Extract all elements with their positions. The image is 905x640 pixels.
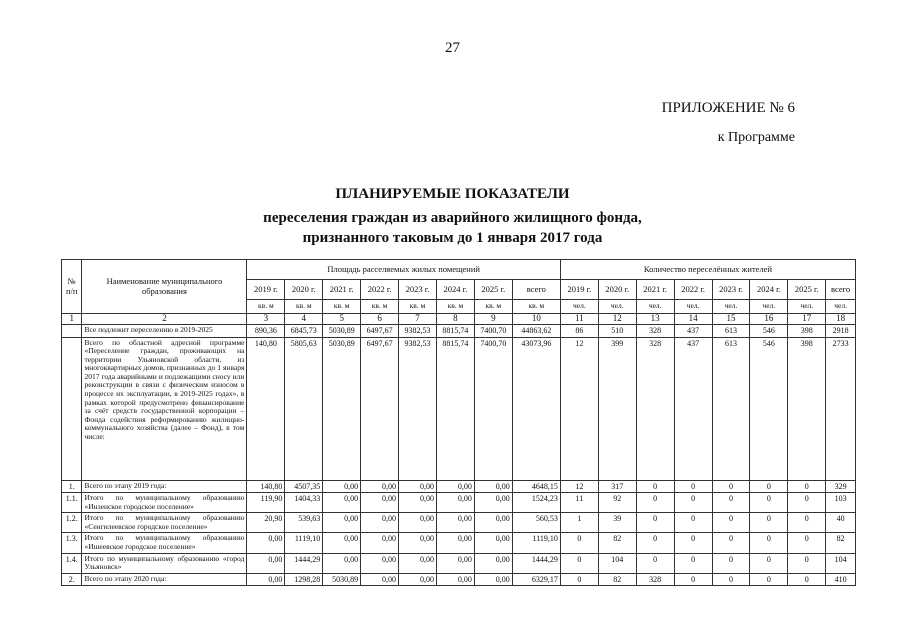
column-number: 5 xyxy=(323,314,361,325)
indicators-table xyxy=(61,259,856,586)
column-numbers-row xyxy=(62,314,856,325)
people-value: 0 xyxy=(560,533,598,553)
header-year-area: 2023 г. xyxy=(399,280,437,300)
header-unit-people: чел. xyxy=(674,300,712,314)
area-value: 1404,33 xyxy=(285,493,323,513)
area-value: 0,00 xyxy=(323,480,361,493)
people-value: 398 xyxy=(788,325,826,338)
row-name: Итого по муниципальному образованию «Инзенское городское поселение» xyxy=(82,493,247,513)
column-number: 1 xyxy=(62,314,82,325)
row-index xyxy=(62,337,82,480)
column-number: 17 xyxy=(788,314,826,325)
area-value: 0,00 xyxy=(323,553,361,573)
area-value: 0,00 xyxy=(436,573,474,586)
area-value: 43073,96 xyxy=(512,337,560,480)
header-year-people: 2021 г. xyxy=(636,280,674,300)
column-number: 10 xyxy=(512,314,560,325)
area-value: 8815,74 xyxy=(436,337,474,480)
table-row xyxy=(62,480,856,493)
area-value: 119,90 xyxy=(247,493,285,513)
page-number: 27 xyxy=(445,40,460,56)
people-value: 317 xyxy=(598,480,636,493)
row-name: Всего по областной адресной программе «Переселение граждан, проживающих на территории Ульяновской области, из многоквартирных домов, признанных до 1 января 2017 года аварийными и подлежащими сносу или реконструкции в связи с физическим износом в процессе их эксплуатации, в 2019-2025 годах», в рамках которой предусмотрено финансирование за счёт средств государственной корпорации – Фонда содействия реформированию жилищно-коммунального хозяйства (далее – Фонд), в том числе: xyxy=(82,337,247,480)
people-value: 328 xyxy=(636,325,674,338)
area-value: 0,00 xyxy=(323,493,361,513)
header-unit-people: чел. xyxy=(560,300,598,314)
people-value: 0 xyxy=(788,553,826,573)
area-value: 1444,29 xyxy=(512,553,560,573)
people-value: 11 xyxy=(560,493,598,513)
people-value: 0 xyxy=(750,533,788,553)
people-value: 0 xyxy=(712,533,750,553)
area-value: 890,36 xyxy=(247,325,285,338)
people-value: 546 xyxy=(750,325,788,338)
table-row xyxy=(62,573,856,586)
column-number: 7 xyxy=(399,314,437,325)
area-value: 6497,67 xyxy=(361,337,399,480)
area-value: 7400,70 xyxy=(474,337,512,480)
area-value: 0,00 xyxy=(436,553,474,573)
table-row xyxy=(62,553,856,573)
area-value: 8815,74 xyxy=(436,325,474,338)
people-value: 437 xyxy=(674,337,712,480)
column-number: 2 xyxy=(82,314,247,325)
row-name: Всего по этапу 2019 года: xyxy=(82,480,247,493)
people-value: 0 xyxy=(750,480,788,493)
subtitle-line-1: переселения граждан из аварийного жилищного фонда, xyxy=(263,210,642,226)
column-number: 12 xyxy=(598,314,636,325)
people-value: 437 xyxy=(674,325,712,338)
people-value: 0 xyxy=(788,513,826,533)
row-index: 1.3. xyxy=(62,533,82,553)
area-value: 1119,10 xyxy=(285,533,323,553)
area-value: 1524,23 xyxy=(512,493,560,513)
area-value: 0,00 xyxy=(247,533,285,553)
area-value: 0,00 xyxy=(474,533,512,553)
column-number: 3 xyxy=(247,314,285,325)
area-value: 539,63 xyxy=(285,513,323,533)
people-value: 0 xyxy=(560,573,598,586)
column-number: 11 xyxy=(560,314,598,325)
table-row xyxy=(62,493,856,513)
table-row xyxy=(62,337,856,480)
people-value: 0 xyxy=(674,513,712,533)
area-value: 0,00 xyxy=(247,553,285,573)
header-year-people: 2022 г. xyxy=(674,280,712,300)
row-name: Итого по муниципальному образованию «город Ульяновск» xyxy=(82,553,247,573)
area-value: 0,00 xyxy=(474,553,512,573)
area-value: 1298,28 xyxy=(285,573,323,586)
people-value: 510 xyxy=(598,325,636,338)
area-value: 1119,10 xyxy=(512,533,560,553)
area-value: 0,00 xyxy=(247,573,285,586)
area-value: 6497,67 xyxy=(361,325,399,338)
people-value: 0 xyxy=(712,573,750,586)
header-year-area: всего xyxy=(512,280,560,300)
header-year-area: 2021 г. xyxy=(323,280,361,300)
people-value: 82 xyxy=(598,533,636,553)
people-value: 12 xyxy=(560,337,598,480)
people-value: 328 xyxy=(636,573,674,586)
people-value: 104 xyxy=(826,553,856,573)
area-value: 6845,73 xyxy=(285,325,323,338)
people-value: 0 xyxy=(636,480,674,493)
header-year-area: 2024 г. xyxy=(436,280,474,300)
area-value: 0,00 xyxy=(474,513,512,533)
people-value: 0 xyxy=(674,480,712,493)
header-unit-area: кв. м xyxy=(512,300,560,314)
area-value: 6329,17 xyxy=(512,573,560,586)
area-value: 0,00 xyxy=(399,553,437,573)
header-unit-people: чел. xyxy=(712,300,750,314)
row-index: 1.2. xyxy=(62,513,82,533)
area-value: 0,00 xyxy=(361,533,399,553)
people-value: 0 xyxy=(750,553,788,573)
header-year-area: 2025 г. xyxy=(474,280,512,300)
appendix-title: ПРИЛОЖЕНИЕ № 6 xyxy=(661,100,795,116)
people-value: 82 xyxy=(826,533,856,553)
header-name: Наименование муниципального образования xyxy=(82,260,247,314)
area-value: 0,00 xyxy=(436,513,474,533)
people-value: 92 xyxy=(598,493,636,513)
header-area-group: Площадь расселяемых жилых помещений xyxy=(247,260,560,280)
header-unit-area: кв. м xyxy=(361,300,399,314)
area-value: 140,80 xyxy=(247,480,285,493)
header-unit-area: кв. м xyxy=(436,300,474,314)
column-number: 15 xyxy=(712,314,750,325)
people-value: 86 xyxy=(560,325,598,338)
people-value: 0 xyxy=(788,493,826,513)
people-value: 103 xyxy=(826,493,856,513)
area-value: 0,00 xyxy=(399,533,437,553)
column-number: 8 xyxy=(436,314,474,325)
people-value: 0 xyxy=(674,573,712,586)
people-value: 0 xyxy=(560,553,598,573)
people-value: 1 xyxy=(560,513,598,533)
area-value: 0,00 xyxy=(323,513,361,533)
people-value: 0 xyxy=(636,533,674,553)
area-value: 5030,89 xyxy=(323,325,361,338)
area-value: 0,00 xyxy=(399,573,437,586)
row-index: 2. xyxy=(62,573,82,586)
area-value: 560,53 xyxy=(512,513,560,533)
row-name: Итого по муниципальному образованию «Ишеевское городское поселение» xyxy=(82,533,247,553)
area-value: 0,00 xyxy=(474,493,512,513)
document-title: ПЛАНИРУЕМЫЕ ПОКАЗАТЕЛИ xyxy=(335,186,570,202)
row-index: 1.1. xyxy=(62,493,82,513)
people-value: 410 xyxy=(826,573,856,586)
header-unit-people: чел. xyxy=(636,300,674,314)
area-value: 0,00 xyxy=(361,573,399,586)
column-number: 13 xyxy=(636,314,674,325)
people-value: 398 xyxy=(788,337,826,480)
people-value: 0 xyxy=(636,493,674,513)
area-value: 0,00 xyxy=(399,480,437,493)
header-unit-people: чел. xyxy=(598,300,636,314)
area-value: 5805,63 xyxy=(285,337,323,480)
header-unit-people: чел. xyxy=(750,300,788,314)
row-name: Все подлежит переселению в 2019-2025 xyxy=(82,325,247,338)
people-value: 39 xyxy=(598,513,636,533)
people-value: 399 xyxy=(598,337,636,480)
people-value: 0 xyxy=(750,513,788,533)
header-people-group: Количество переселённых жителей xyxy=(560,260,855,280)
header-year-area: 2020 г. xyxy=(285,280,323,300)
header-unit-area: кв. м xyxy=(285,300,323,314)
area-value: 0,00 xyxy=(436,533,474,553)
area-value: 0,00 xyxy=(361,513,399,533)
people-value: 2733 xyxy=(826,337,856,480)
header-index: № п/п xyxy=(62,260,82,314)
people-value: 0 xyxy=(712,553,750,573)
area-value: 9382,53 xyxy=(399,337,437,480)
area-value: 5030,89 xyxy=(323,573,361,586)
people-value: 0 xyxy=(674,553,712,573)
row-index xyxy=(62,325,82,338)
people-value: 40 xyxy=(826,513,856,533)
people-value: 329 xyxy=(826,480,856,493)
column-number: 4 xyxy=(285,314,323,325)
table-row xyxy=(62,533,856,553)
area-value: 7400,70 xyxy=(474,325,512,338)
header-year-area: 2022 г. xyxy=(361,280,399,300)
people-value: 0 xyxy=(788,480,826,493)
people-value: 613 xyxy=(712,337,750,480)
appendix-subtitle: к Программе xyxy=(717,130,795,145)
people-value: 0 xyxy=(750,573,788,586)
area-value: 20,90 xyxy=(247,513,285,533)
header-unit-area: кв. м xyxy=(399,300,437,314)
header-year-area: 2019 г. xyxy=(247,280,285,300)
people-value: 0 xyxy=(674,533,712,553)
header-unit-area: кв. м xyxy=(474,300,512,314)
area-value: 0,00 xyxy=(361,493,399,513)
people-value: 328 xyxy=(636,337,674,480)
people-value: 0 xyxy=(636,553,674,573)
people-value: 0 xyxy=(788,533,826,553)
people-value: 0 xyxy=(788,573,826,586)
column-number: 18 xyxy=(826,314,856,325)
area-value: 4648,15 xyxy=(512,480,560,493)
column-number: 9 xyxy=(474,314,512,325)
people-value: 104 xyxy=(598,553,636,573)
area-value: 0,00 xyxy=(361,553,399,573)
area-value: 0,00 xyxy=(474,480,512,493)
people-value: 0 xyxy=(636,513,674,533)
people-value: 0 xyxy=(712,480,750,493)
area-value: 140,80 xyxy=(247,337,285,480)
people-value: 0 xyxy=(674,493,712,513)
row-name: Итого по муниципальному образованию «Сенгилеевское городское поселение» xyxy=(82,513,247,533)
area-value: 5030,89 xyxy=(323,337,361,480)
people-value: 0 xyxy=(712,513,750,533)
people-value: 12 xyxy=(560,480,598,493)
area-value: 0,00 xyxy=(436,493,474,513)
column-number: 14 xyxy=(674,314,712,325)
row-name: Всего по этапу 2020 года: xyxy=(82,573,247,586)
row-index: 1. xyxy=(62,480,82,493)
area-value: 0,00 xyxy=(399,493,437,513)
column-number: 6 xyxy=(361,314,399,325)
header-unit-people: чел. xyxy=(826,300,856,314)
area-value: 4507,35 xyxy=(285,480,323,493)
table-row xyxy=(62,513,856,533)
area-value: 0,00 xyxy=(323,533,361,553)
people-value: 2918 xyxy=(826,325,856,338)
area-value: 0,00 xyxy=(436,480,474,493)
header-unit-area: кв. м xyxy=(323,300,361,314)
column-number: 16 xyxy=(750,314,788,325)
area-value: 44863,62 xyxy=(512,325,560,338)
header-year-people: всего xyxy=(826,280,856,300)
header-year-people: 2020 г. xyxy=(598,280,636,300)
table-body xyxy=(62,325,856,586)
header-year-people: 2023 г. xyxy=(712,280,750,300)
row-index: 1.4. xyxy=(62,553,82,573)
header-year-people: 2025 г. xyxy=(788,280,826,300)
people-value: 0 xyxy=(712,493,750,513)
table-row xyxy=(62,325,856,338)
area-value: 0,00 xyxy=(361,480,399,493)
area-value: 9382,53 xyxy=(399,325,437,338)
header-unit-people: чел. xyxy=(788,300,826,314)
header-year-people: 2019 г. xyxy=(560,280,598,300)
people-value: 0 xyxy=(750,493,788,513)
people-value: 546 xyxy=(750,337,788,480)
document-subtitle xyxy=(0,208,905,248)
area-value: 0,00 xyxy=(399,513,437,533)
area-value: 0,00 xyxy=(474,573,512,586)
header-unit-area: кв. м xyxy=(247,300,285,314)
area-value: 1444,29 xyxy=(285,553,323,573)
header-year-people: 2024 г. xyxy=(750,280,788,300)
people-value: 613 xyxy=(712,325,750,338)
subtitle-line-2: признанного таковым до 1 января 2017 года xyxy=(302,230,603,246)
people-value: 82 xyxy=(598,573,636,586)
